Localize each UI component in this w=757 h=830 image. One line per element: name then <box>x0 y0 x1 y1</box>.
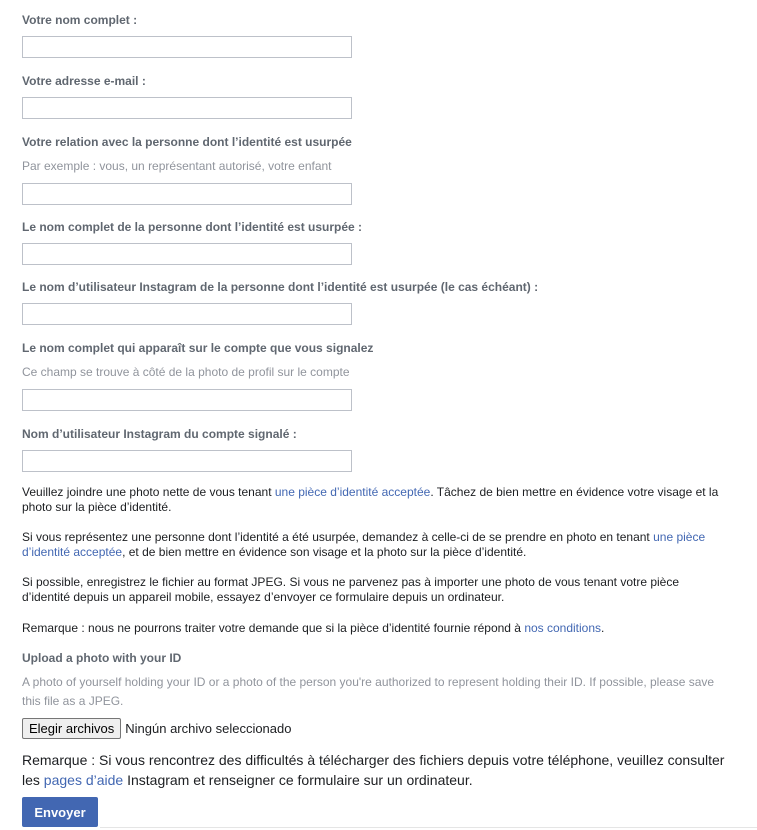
reported-name-input[interactable] <box>22 389 352 411</box>
reported-name-label: Le nom complet qui apparaît sur le compte que vous signalez <box>22 341 374 355</box>
instruction-paragraph-1 <box>22 485 727 515</box>
relation-hint: Par exemple : vous, un représentant autorisé, votre enfant <box>22 159 332 173</box>
impersonated-name-label: Le nom complet de la personne dont l’identité est usurpée : <box>22 220 363 234</box>
help-note-text-before: Remarque : Si vous rencontrez des difficultés à télécharger des fichiers depuis votre téléphone, veuillez consulter les <box>22 752 725 788</box>
file-status-text: Ningún archivo seleccionado <box>125 721 292 736</box>
our-conditions-link[interactable]: nos conditions <box>524 621 602 635</box>
instruction-1-text-after: . Tâchez de bien mettre en évidence votre visage et la photo sur la pièce d’identité. <box>22 485 719 514</box>
impersonated-name-input[interactable] <box>22 243 352 265</box>
reported-username-label: Nom d’utilisateur Instagram du compte signalé : <box>22 427 297 441</box>
instruction-1-text-before: Veuillez joindre une photo nette de vous tenant <box>22 485 275 499</box>
bottom-divider <box>100 827 757 828</box>
help-note <box>22 750 727 790</box>
submit-button[interactable]: Envoyer <box>22 797 98 827</box>
full-name-label: Votre nom complet : <box>22 13 138 27</box>
relation-label: Votre relation avec la personne dont l’identité est usurpée <box>22 135 352 149</box>
instruction-4-text-before: Remarque : nous ne pourrons traiter votre demande que si la pièce d’identité fournie répond à <box>22 621 525 635</box>
instruction-2-text-after: , et de bien mettre en évidence son visage et la photo sur la pièce d’identité. <box>122 545 527 559</box>
full-name-input[interactable] <box>22 36 352 58</box>
upload-hint: A photo of yourself holding your ID or a photo of the person you're authorized to represent holding their ID. If possible, please save this file as a JPEG. <box>22 675 715 708</box>
instruction-4-text-after: . <box>601 621 605 635</box>
help-pages-link[interactable]: pages d’aide <box>43 772 124 788</box>
instruction-2-text-before: Si vous représentez une personne dont l’identité a été usurpée, demandez à celle-ci de se prendre en photo en tenant <box>22 530 654 544</box>
help-note-text-after: Instagram et renseigner ce formulaire sur un ordinateur. <box>123 772 473 788</box>
impersonated-username-label: Le nom d’utilisateur Instagram de la personne dont l’identité est usurpée (le cas échéant) : <box>22 280 539 294</box>
reported-username-input[interactable] <box>22 450 352 472</box>
email-label: Votre adresse e-mail : <box>22 74 146 88</box>
instruction-paragraph-4 <box>22 621 727 636</box>
relation-input[interactable] <box>22 183 352 205</box>
choose-files-button[interactable]: Elegir archivos <box>22 718 121 739</box>
accepted-id-link-2[interactable]: une pièce d’identité acceptée <box>22 530 706 559</box>
file-picker <box>22 718 291 739</box>
instruction-paragraph-3: Si possible, enregistrez le fichier au format JPEG. Si vous ne parvenez pas à importer une photo de vous tenant votre pièce d’identité depuis un appareil mobile, essayez d’envoyer ce formulaire depuis un ordinateur. <box>22 575 680 604</box>
upload-label: Upload a photo with your ID <box>22 651 182 665</box>
email-input[interactable] <box>22 97 352 119</box>
accepted-id-link[interactable]: une pièce d’identité acceptée <box>274 485 431 499</box>
impersonated-username-input[interactable] <box>22 303 352 325</box>
reported-name-hint: Ce champ se trouve à côté de la photo de profil sur le compte <box>22 365 350 379</box>
instruction-paragraph-2 <box>22 530 727 560</box>
